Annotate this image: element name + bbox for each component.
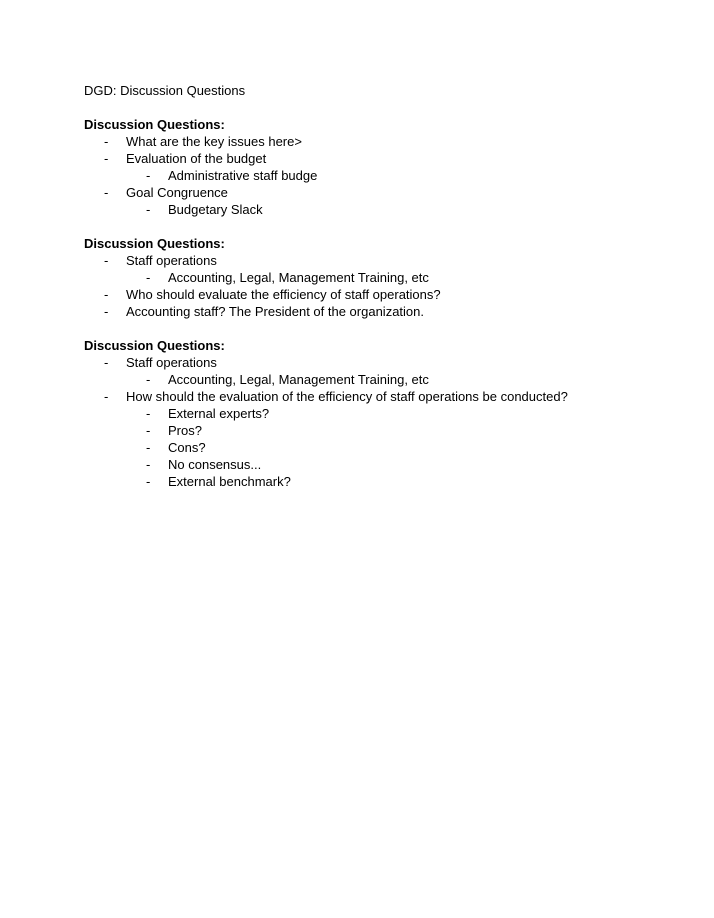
list-item bbox=[84, 303, 684, 320]
spacer bbox=[84, 99, 684, 116]
sub-list-item-text: Budgetary Slack bbox=[168, 202, 263, 217]
sub-list-item bbox=[84, 439, 684, 456]
bullet-dash: - bbox=[104, 253, 109, 268]
section-heading: Discussion Questions: bbox=[84, 338, 225, 353]
sub-list-item bbox=[84, 269, 684, 286]
bullet-dash: - bbox=[146, 372, 151, 387]
sub-list-item-text: Accounting, Legal, Management Training, etc bbox=[168, 372, 429, 387]
list-item-text: Staff operations bbox=[126, 355, 217, 370]
list-item-text: Goal Congruence bbox=[126, 185, 228, 200]
list-item bbox=[84, 354, 684, 371]
bullet-dash: - bbox=[146, 168, 151, 183]
document-title: DGD: Discussion Questions bbox=[84, 83, 246, 98]
bullet-dash: - bbox=[146, 406, 151, 421]
document-body bbox=[84, 82, 684, 490]
sub-list-item bbox=[84, 371, 684, 388]
sub-list-item-text: Pros? bbox=[168, 423, 202, 438]
bullet-dash: - bbox=[146, 270, 151, 285]
sub-list-item-text: Administrative staff budge bbox=[168, 168, 318, 183]
sub-list-item bbox=[84, 201, 684, 218]
sub-list-item-text: Accounting, Legal, Management Training, etc bbox=[168, 270, 429, 285]
bullet-dash: - bbox=[146, 202, 151, 217]
list-item-text: Who should evaluate the efficiency of staff operations? bbox=[126, 287, 441, 302]
sub-list-item bbox=[84, 422, 684, 439]
list-item bbox=[84, 388, 684, 405]
bullet-dash: - bbox=[146, 423, 151, 438]
sub-list-item-text: External benchmark? bbox=[168, 474, 291, 489]
sub-list-item bbox=[84, 473, 684, 490]
section-heading: Discussion Questions: bbox=[84, 117, 225, 132]
sub-list-item-text: Cons? bbox=[168, 440, 206, 455]
list-item-text: Evaluation of the budget bbox=[126, 151, 267, 166]
list-item-text: How should the evaluation of the efficiency of staff operations be conducted? bbox=[126, 389, 568, 404]
list-item bbox=[84, 150, 684, 167]
sub-list-item bbox=[84, 167, 684, 184]
list-item bbox=[84, 133, 684, 150]
list-item bbox=[84, 252, 684, 269]
bullet-dash: - bbox=[104, 287, 109, 302]
section-heading: Discussion Questions: bbox=[84, 236, 225, 251]
bullet-dash: - bbox=[146, 457, 151, 472]
bullet-dash: - bbox=[146, 474, 151, 489]
bullet-dash: - bbox=[104, 389, 109, 404]
bullet-dash: - bbox=[104, 355, 109, 370]
sub-list-item-text: External experts? bbox=[168, 406, 270, 421]
sub-list-item bbox=[84, 405, 684, 422]
list-item-text: Accounting staff? The President of the organization. bbox=[126, 304, 424, 319]
bullet-dash: - bbox=[104, 134, 109, 149]
bullet-dash: - bbox=[104, 151, 109, 166]
spacer bbox=[84, 320, 684, 337]
sub-list-item-text: No consensus... bbox=[168, 457, 262, 472]
list-item-text: What are the key issues here> bbox=[126, 134, 302, 149]
bullet-dash: - bbox=[146, 440, 151, 455]
list-item bbox=[84, 184, 684, 201]
spacer bbox=[84, 218, 684, 235]
list-item-text: Staff operations bbox=[126, 253, 217, 268]
list-item bbox=[84, 286, 684, 303]
sub-list-item bbox=[84, 456, 684, 473]
bullet-dash: - bbox=[104, 185, 109, 200]
bullet-dash: - bbox=[104, 304, 109, 319]
